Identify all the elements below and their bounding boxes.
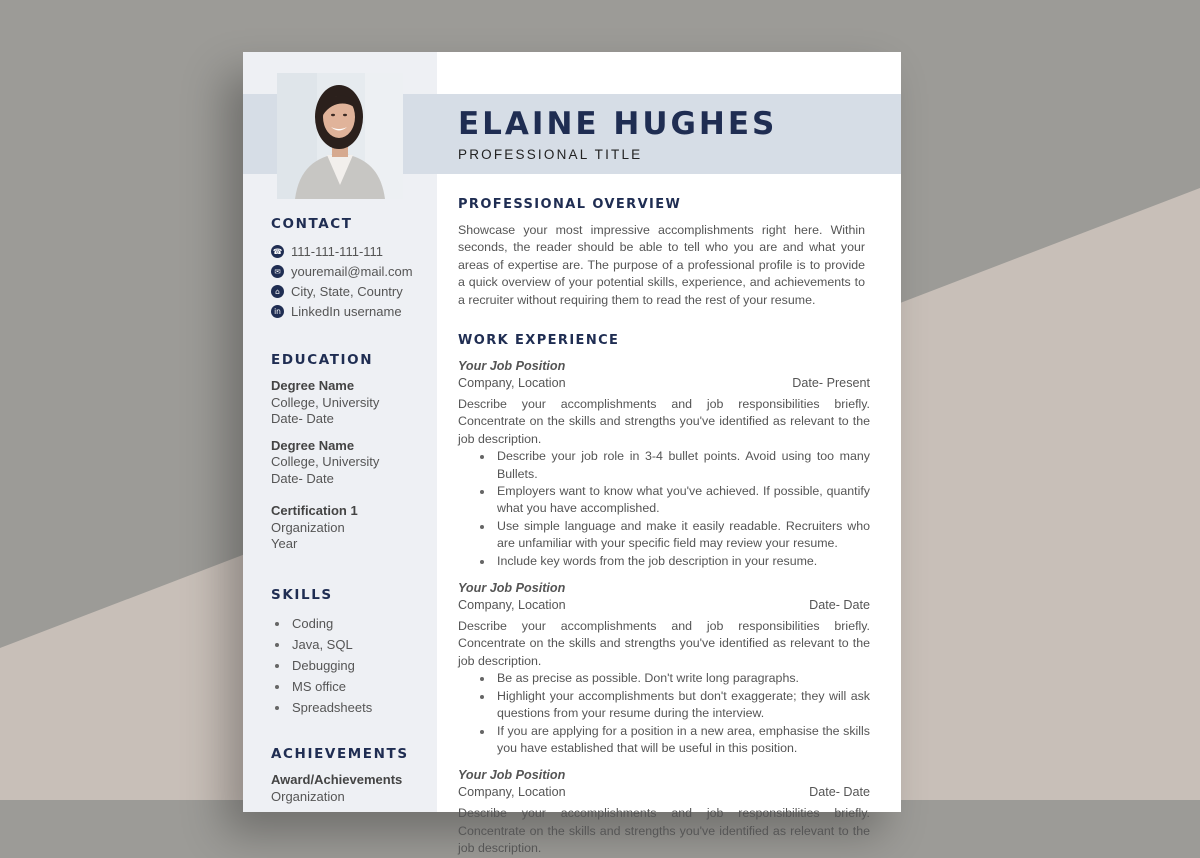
contact-heading: CONTACT [271, 216, 353, 232]
job-position: Your Job Position [458, 581, 566, 596]
linkedin-icon: in [271, 305, 284, 318]
contact-section [271, 216, 431, 321]
education-section [271, 352, 431, 563]
education-title: Degree Name [271, 437, 355, 453]
skill-item [271, 676, 431, 697]
job-meta [458, 784, 870, 801]
job-company: Company, Location [458, 376, 566, 390]
achievements-section [271, 746, 431, 815]
overview-text: Showcase your most impressive accomplishments right here. Within seconds, the reader should be able to tell who you are and what your areas of expertise are. The purpose of a professional profile is to provide a quick overview of your potential skills, experience, and achievements to a recruiter without requiring them to read the rest of your resume. [458, 223, 865, 307]
education-item [271, 378, 431, 428]
job-company: Company, Location [458, 785, 566, 800]
overview-section [458, 197, 870, 309]
achievement-title: Award/Achievements [271, 772, 403, 787]
certification-item [271, 503, 431, 553]
job-description: Describe your accomplishments and job responsibilities briefly. Concentrate on the skills and strengths you've identified as relevant to the job description. [458, 806, 870, 856]
contact-linkedin [271, 301, 431, 321]
job-meta [458, 375, 870, 392]
bullet-icon [275, 664, 279, 668]
job-description: Describe your accomplishments and job responsibilities briefly. Concentrate on the skills and strengths you've identified as relevant to the job description. [458, 397, 870, 446]
job-bullet: Include key words from the job description in your resume. [478, 553, 870, 570]
education-school: College, University [271, 454, 380, 469]
job-company: Company, Location [458, 598, 566, 613]
job-meta [458, 597, 870, 614]
education-dates: Date- Date [271, 470, 334, 486]
resume-page [243, 52, 901, 856]
skill-label: Java, SQL [292, 637, 353, 652]
job-dates: Date- Date [809, 598, 870, 613]
linkedin-text: LinkedIn username [291, 303, 402, 319]
job-bullet: Employers want to know what you've achieved. If possible, quantify what you have accomplished. [478, 483, 870, 518]
job-dates: Date- Date [809, 785, 870, 800]
achievements-heading: ACHIEVEMENTS [271, 746, 409, 762]
contact-location [271, 282, 431, 302]
bullet-icon [275, 685, 279, 689]
job-description: Describe your accomplishments and job responsibilities briefly. Concentrate on the skills and strengths you've identified as relevant to the job description. [458, 619, 870, 668]
professional-title: PROFESSIONAL TITLE [458, 147, 643, 162]
job-bullets [458, 670, 870, 757]
education-item [271, 438, 431, 488]
phone-text: 111-111-111-111 [291, 244, 384, 260]
job-position: Your Job Position [458, 359, 566, 373]
job-entry [458, 580, 870, 757]
skill-label: Debugging [292, 658, 355, 673]
certification-title: Certification 1 [271, 503, 358, 518]
location-text: City, State, Country [291, 283, 403, 299]
job-bullet: Describe your job role in 3-4 bullet points. Avoid using too many Bullets. [478, 448, 870, 483]
skill-item [271, 697, 431, 718]
phone-icon: ☎ [272, 247, 283, 257]
skill-label: Spreadsheets [292, 700, 373, 715]
job-bullet: Highlight your accomplishments but don't exaggerate; they will ask questions from your resume during the interview. [478, 688, 870, 723]
job-bullets [458, 448, 870, 570]
achievement-item [271, 772, 431, 805]
certification-year: Year [271, 536, 298, 551]
skill-label: MS office [292, 679, 346, 694]
education-heading: EDUCATION [271, 352, 374, 368]
work-heading: WORK EXPERIENCE [458, 333, 620, 348]
contact-email [271, 262, 431, 282]
education-dates: Date- Date [271, 411, 334, 426]
education-school: College, University [271, 394, 380, 410]
email-text: youremail@mail.com [291, 264, 413, 280]
job-position: Your Job Position [458, 768, 566, 783]
job-entry [458, 358, 870, 570]
bullet-icon [275, 622, 279, 626]
job-bullet: Be as precise as possible. Don't write long paragraphs. [478, 670, 870, 687]
skill-item [271, 634, 431, 655]
skills-section [271, 587, 431, 718]
skill-item [271, 613, 431, 634]
email-icon: ✉ [271, 265, 284, 278]
bullet-icon [275, 643, 279, 647]
overview-heading: PROFESSIONAL OVERVIEW [458, 197, 682, 212]
profile-photo [277, 73, 403, 199]
skills-heading: SKILLS [271, 587, 333, 603]
work-section [458, 333, 870, 858]
job-entry [458, 767, 870, 857]
bullet-icon [275, 706, 279, 710]
skill-label: Coding [292, 616, 334, 631]
education-title: Degree Name [271, 378, 355, 393]
contact-phone [271, 242, 431, 262]
achievement-org: Organization [271, 788, 345, 804]
job-bullet: If you are applying for a position in a new area, emphasise the skills you have established that will be useful in this position. [478, 723, 870, 758]
certification-org: Organization [271, 519, 345, 535]
job-bullet: Use simple language and make it easily readable. Recruiters who are unfamiliar with your specific field may review your resume. [478, 518, 870, 553]
skill-item [271, 655, 431, 676]
candidate-name: ELAINE HUGHES [458, 106, 778, 142]
home-icon: ⌂ [271, 285, 284, 298]
job-dates: Date- Present [792, 376, 870, 390]
